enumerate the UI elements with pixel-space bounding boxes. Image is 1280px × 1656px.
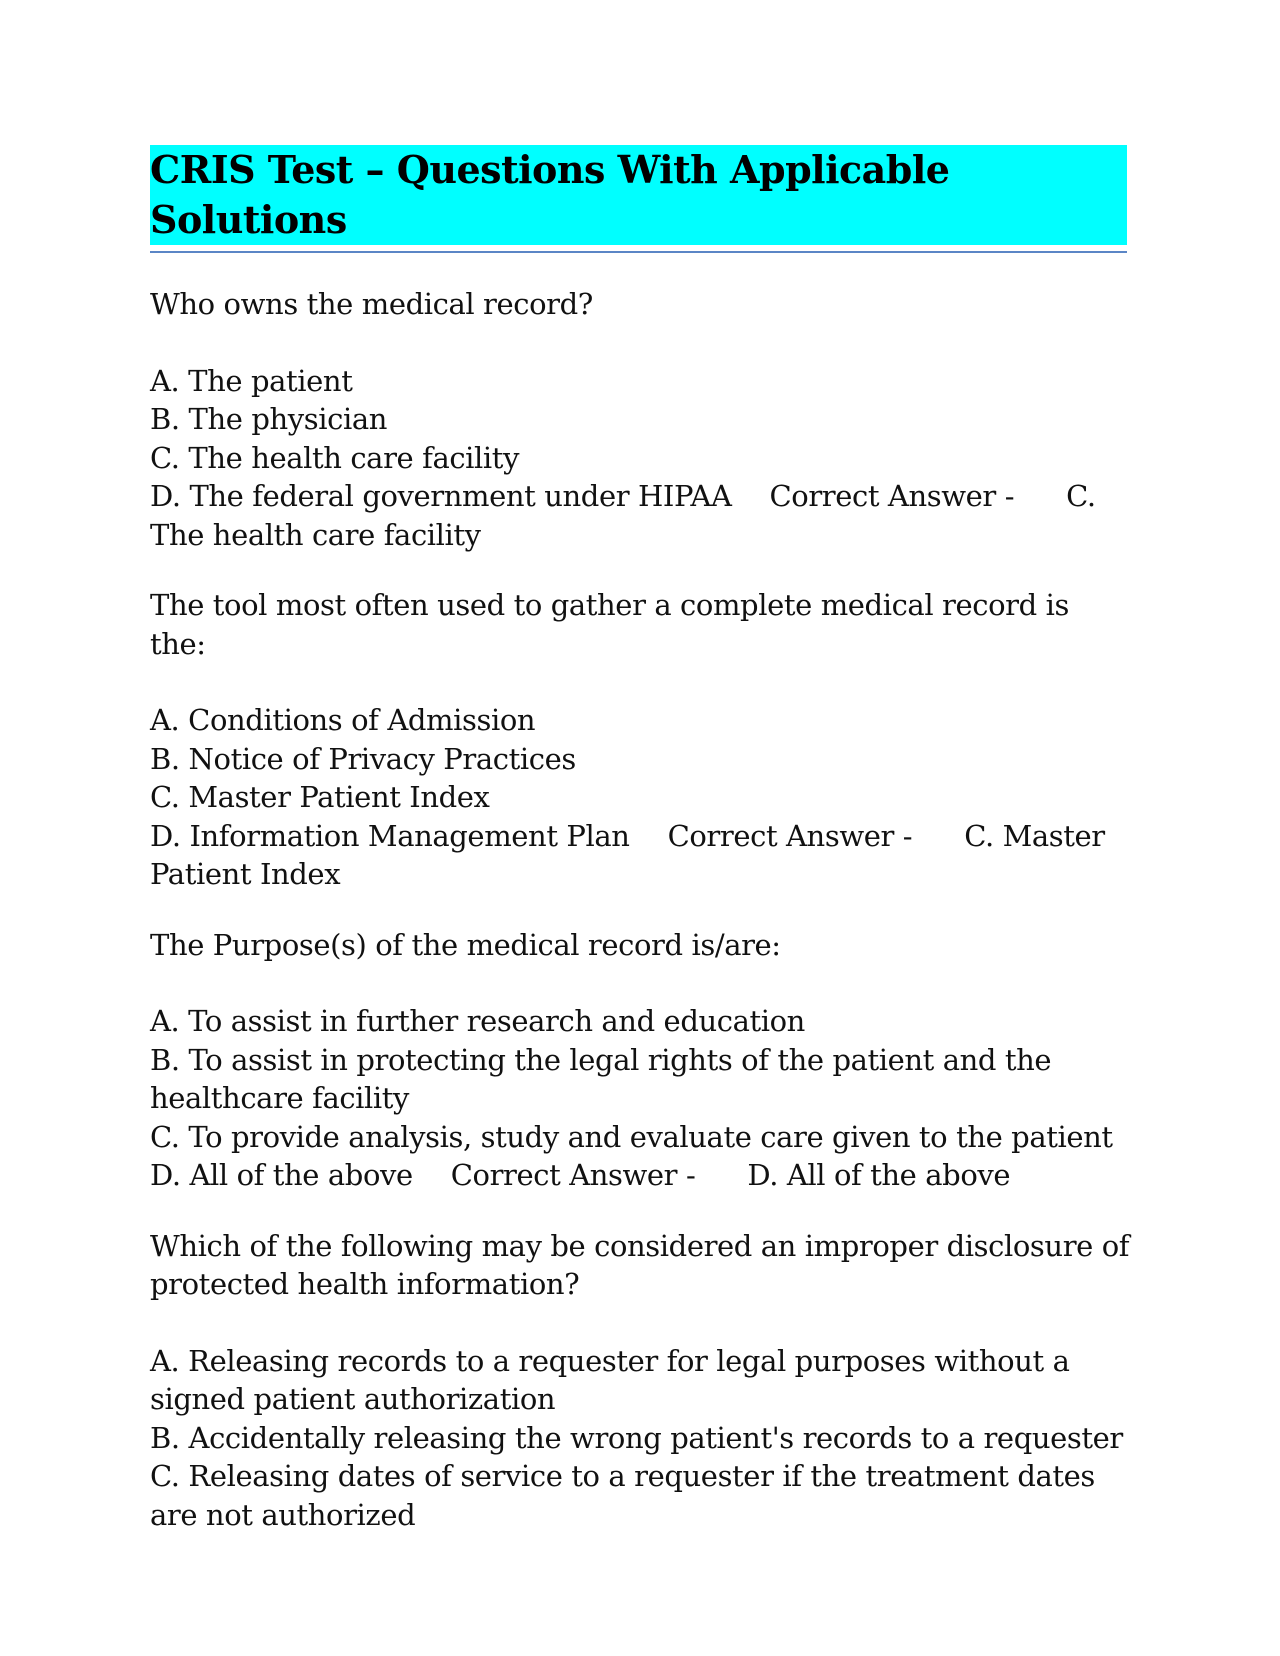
answer-label: Correct Answer - bbox=[769, 479, 1015, 513]
question-block bbox=[150, 926, 1130, 1195]
options-list bbox=[150, 1342, 1130, 1535]
option: D. Information Management Plan bbox=[150, 818, 630, 853]
question-text: Who owns the medical record? bbox=[150, 287, 593, 321]
option: C. The health care facility bbox=[150, 440, 520, 475]
question-text: The Purpose(s) of the medical record is/are: bbox=[150, 927, 781, 962]
option: B. To assist in protecting the legal rights of the patient and the healthcare facility bbox=[150, 1042, 1052, 1115]
options-list bbox=[150, 701, 1130, 894]
option: C. To provide analysis, study and evaluate care given to the patient bbox=[150, 1119, 1113, 1154]
option: D. All of the above bbox=[150, 1158, 413, 1192]
correct-answer: D. All of the above bbox=[747, 1158, 1011, 1192]
option-with-answer bbox=[150, 1156, 1130, 1195]
page-title: CRIS Test – Questions With Applicable Solutions bbox=[150, 145, 1127, 245]
question-text: The tool most often used to gather a complete medical record is the: bbox=[150, 588, 1069, 661]
option: A. The patient bbox=[150, 363, 353, 398]
option: D. The federal government under HIPAA bbox=[150, 479, 732, 513]
option: A. To assist in further research and education bbox=[150, 1004, 805, 1038]
document-page bbox=[150, 145, 1130, 1534]
option: A. Releasing records to a requester for legal purposes without a signed patient authorization bbox=[150, 1343, 1070, 1416]
option: B. The physician bbox=[150, 402, 388, 436]
question-block bbox=[150, 1227, 1130, 1535]
option: C. Master Patient Index bbox=[150, 780, 490, 814]
title-underline bbox=[150, 145, 1127, 253]
correct-answer: C. The health care facility bbox=[150, 479, 1096, 552]
option-with-answer bbox=[150, 477, 1130, 554]
question-block bbox=[150, 586, 1130, 894]
option: A. Conditions of Admission bbox=[150, 703, 536, 737]
question-block bbox=[150, 285, 1130, 554]
question-text: Which of the following may be considered an improper disclosure of protected health information? bbox=[150, 1228, 1130, 1301]
correct-answer: C. Master Patient Index bbox=[150, 818, 1105, 891]
option: B. Notice of Privacy Practices bbox=[150, 741, 576, 776]
options-list bbox=[150, 1002, 1130, 1195]
answer-label: Correct Answer - bbox=[667, 818, 913, 853]
option-with-answer bbox=[150, 817, 1130, 894]
answer-label: Correct Answer - bbox=[450, 1158, 696, 1192]
option: C. Releasing dates of service to a requester if the treatment dates are not authorized bbox=[150, 1459, 1095, 1532]
option: B. Accidentally releasing the wrong patient's records to a requester bbox=[150, 1420, 1123, 1455]
options-list bbox=[150, 362, 1130, 555]
